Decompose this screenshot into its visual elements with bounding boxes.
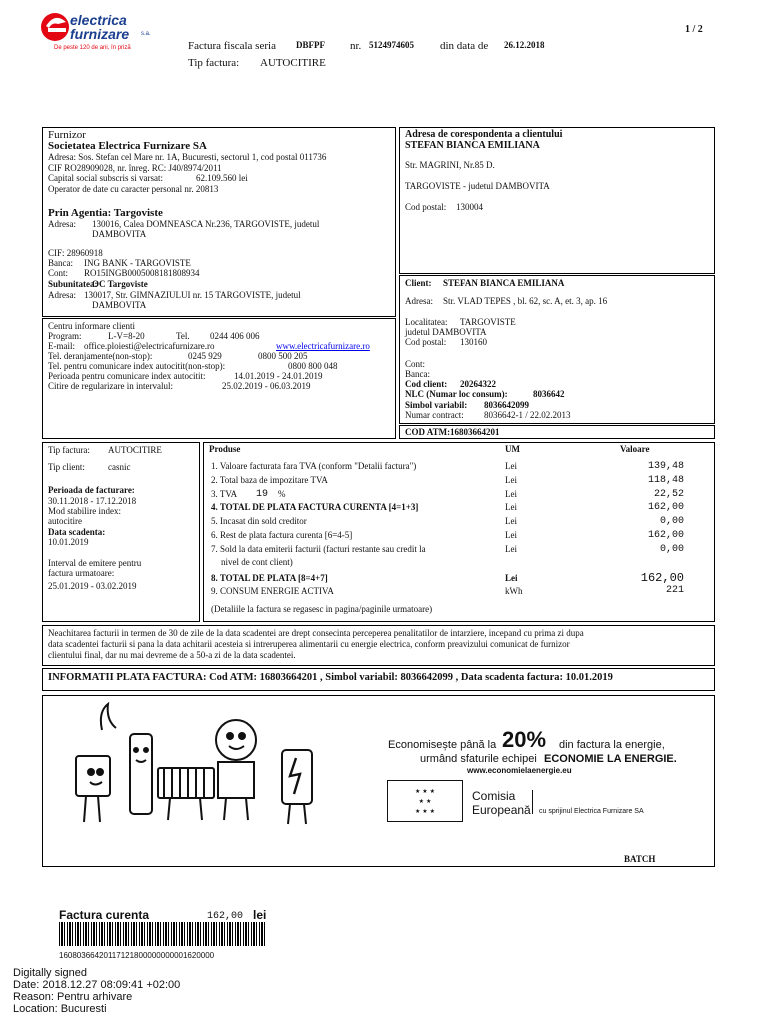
regular-label: Citire de regularizare in intervalul:: [48, 381, 173, 391]
total-um: Lei: [505, 573, 518, 583]
barcode-image: [59, 922, 267, 946]
row-3-value: 22,52: [653, 489, 684, 500]
agency-title: Prin Agentia: Targoviste: [48, 207, 163, 219]
meta-type-label: Tip factura:: [48, 445, 90, 455]
supplier-capital-label: Capital social subscris si varsat:: [48, 173, 163, 183]
barcode-amount: 162,00: [207, 911, 244, 922]
ad-line1-b: din factura la energie,: [559, 739, 665, 751]
row-1-um: Lei: [505, 461, 517, 471]
col-um: UM: [505, 444, 520, 454]
products-note: (Detaliile la factura se regasesc in pagina/paginile urmatoare): [211, 604, 433, 614]
correspondence-postal: 130004: [456, 202, 483, 212]
row-1-value: 139,48: [647, 461, 684, 472]
company-logo: [40, 10, 180, 58]
energy-um: kWh: [505, 586, 523, 596]
supplier-cif: CIF RO28909028, nr. înreg. RC: J40/8974/2011: [48, 163, 222, 173]
email-value[interactable]: office.ploiesti@electricafurnizare.ro: [84, 341, 215, 351]
email-label: E-mail:: [48, 341, 75, 351]
client-postal: 130160: [460, 337, 487, 347]
eu-flag-icon: [387, 780, 463, 822]
bank-client-label: Banca:: [405, 369, 430, 379]
subunit-address-2: DAMBOVITA: [92, 300, 147, 310]
row-2-label: 2. Total baza de impozitare TVA: [211, 475, 328, 485]
client-code: 20264322: [460, 379, 496, 389]
atm-value: 16803664201: [450, 427, 500, 437]
bank-label: Banca:: [48, 258, 73, 268]
supplier-operator: Operator de date cu caracter personal nr. 20813: [48, 184, 219, 194]
energy-value: 221: [665, 585, 684, 596]
correspondence-title: Adresa de corespondenta a clientului: [405, 129, 563, 140]
ad-line1-a: Economisește până la: [388, 739, 497, 751]
invoice-number: 5124974605: [369, 40, 414, 50]
type-label: Tip factura:: [188, 57, 240, 69]
client-postal-label: Cod postal:: [405, 337, 447, 347]
period-value: 14.01.2019 - 24.01.2019: [234, 371, 323, 381]
barcode-label: Factura curenta: [59, 908, 150, 922]
correspondence-name: STEFAN BIANCA EMILIANA: [405, 140, 540, 151]
ad-line2-b: ECONOMIE LA ENERGIE.: [544, 753, 677, 765]
program-label: Program:: [48, 331, 82, 341]
page-number: 1 / 2: [685, 24, 703, 35]
row-6-value: 162,00: [647, 530, 684, 541]
client-name: STEFAN BIANCA EMILIANA: [443, 278, 565, 288]
client-address-label: Adresa:: [405, 296, 433, 306]
breakdown-2: 0800 500 205: [258, 351, 308, 361]
signature-line: Location: Bucuresti: [13, 1003, 107, 1015]
row-5-um: Lei: [505, 516, 517, 526]
notice-line: Neachitarea facturii in termen de 30 de zile de la data scadentei are drept consecinta perceperea penalitatilor de intarziere, incepand cu prima zi dupa: [48, 628, 584, 638]
row-3-label: 3. TVA: [211, 489, 238, 499]
client-label: Client:: [405, 278, 432, 288]
col-value: Valoare: [620, 444, 650, 454]
nr-label: nr.: [350, 40, 362, 52]
supplier-name: Societatea Electrica Furnizare SA: [48, 140, 207, 152]
program-value: L-V=8-20: [108, 331, 145, 341]
row-4-label: 4. TOTAL DE PLATA FACTURA CURENTA [4=1+3]: [211, 502, 419, 512]
logo-mark-icon: [40, 10, 70, 44]
cont-label: Cont:: [405, 359, 426, 369]
contract-label: Numar contract:: [405, 410, 464, 420]
energy-label: 9. CONSUM ENERGIE ACTIVA: [211, 586, 334, 596]
logo-line1: electrica: [70, 12, 127, 28]
index-mode-label: Mod stabilire index:: [48, 506, 121, 516]
row-2-value: 118,48: [647, 475, 684, 486]
signature-line: Date: 2018.12.27 08:09:41 +02:00: [13, 979, 181, 991]
logo-suffix: s.a.: [141, 31, 151, 37]
ad-line2-a: urmând sfaturile echipei: [420, 753, 537, 765]
correspondence-postal-label: Cod postal:: [405, 202, 447, 212]
next-value: 25.01.2019 - 03.02.2019: [48, 581, 137, 591]
total-value: 162,00: [640, 571, 684, 585]
nlc-label: NLC (Numar loc consum):: [405, 389, 508, 399]
series-value: DBFPF: [296, 40, 325, 50]
payment-info: INFORMATII PLATA FACTURA: Cod ATM: 16803664201 , Simbol variabil: 8036642099 , Data scadenta factura: 10.01.2019: [48, 672, 613, 683]
logo-tagline: De peste 120 de ani, în priză: [54, 45, 131, 51]
series-label: Factura fiscala seria: [188, 40, 276, 52]
type-value: AUTOCITIRE: [260, 57, 326, 69]
notice-line: data scadentei facturii si pana la data achitarii acesteia si intreruperea alimentarii cu energie electrica, conform preavizului comunicat de furnizor: [48, 639, 570, 649]
info-center-title: Centru informare clienti: [48, 321, 135, 331]
commission-2: Europeană: [472, 803, 531, 817]
commission-1: Comisia: [472, 789, 516, 803]
vat-pct: %: [278, 489, 286, 499]
next-label-1: Interval de emitere pentru: [48, 558, 142, 568]
row-7-cont: nivel de cont client): [221, 557, 293, 567]
breakdown-1: 0245 929: [188, 351, 222, 361]
notice-line: clientului final, dar nu mai devreme de a 50-a zi de la data scadentei.: [48, 650, 296, 660]
batch-label: BATCH: [624, 854, 656, 864]
total-label: 8. TOTAL DE PLATA [8=4+7]: [211, 573, 328, 583]
bank-value: ING BANK - TARGOVISTE: [84, 258, 191, 268]
client-address: Str. VLAD TEPES , bl. 62, sc. A, et. 3, ap. 16: [443, 296, 608, 306]
row-4-value: 162,00: [647, 502, 684, 513]
client-code-label: Cod client:: [405, 379, 448, 389]
billing-period-label: Perioada de facturare:: [48, 485, 135, 495]
atm-label: COD ATM:: [405, 427, 451, 437]
autoread-label: Tel. pentru comunicare index autocitit(non-stop):: [48, 361, 226, 371]
contract-value: 8036642-1 / 22.02.2013: [484, 410, 571, 420]
signature-line: Reason: Pentru arhivare: [13, 991, 133, 1003]
row-1-label: 1. Valoare facturata fara TVA (conform "Detalii factura"): [211, 461, 417, 471]
symbol-label: Simbol variabil:: [405, 400, 468, 410]
due-value: 10.01.2019: [48, 537, 89, 547]
website-link[interactable]: www.electricafurnizare.ro: [276, 341, 370, 351]
support-text: cu sprijinul Electrica Furnizare SA: [539, 808, 644, 815]
row-5-value: 0,00: [659, 516, 684, 527]
supplier-section: Furnizor: [48, 129, 86, 141]
svg-text:★ ★ ★: ★ ★ ★: [415, 788, 435, 795]
row-3-um: Lei: [505, 489, 517, 499]
svg-text:★ ★ ★: ★ ★ ★: [415, 808, 435, 815]
symbol-value: 8036642099: [484, 400, 529, 410]
ad-percent: 20%: [502, 727, 547, 752]
tel-label: Tel.: [176, 331, 190, 341]
breakdown-label: Tel. deranjamente(non-stop):: [48, 351, 153, 361]
next-label-2: factura urmatoare:: [48, 568, 115, 578]
logo-line2: furnizare: [70, 26, 130, 42]
subunit-address-1: 130017, Str. GIMNAZIULUI nr. 15 TARGOVISTE, judetul: [84, 290, 301, 300]
row-2-um: Lei: [505, 475, 517, 485]
row-6-label: 6. Rest de plata factura curenta [6=4-5]: [211, 530, 353, 540]
ad-url[interactable]: www.economielaenergie.eu: [467, 766, 572, 775]
agency-cif: CIF: 28960918: [48, 248, 103, 258]
autoread-value: 0800 800 048: [288, 361, 338, 371]
date-label: din data de: [440, 40, 489, 52]
correspondence-city: TARGOVISTE - judetul DAMBOVITA: [405, 181, 550, 191]
account-label: Cont:: [48, 268, 69, 278]
col-product: Produse: [209, 444, 241, 454]
subunit-address-label: Adresa:: [48, 290, 76, 300]
tel-value: 0244 406 006: [210, 331, 260, 341]
row-7-value: 0,00: [659, 544, 684, 555]
svg-text:★ ★: ★ ★: [418, 798, 432, 805]
client-type-label: Tip client:: [48, 462, 85, 472]
row-6-um: Lei: [505, 530, 517, 540]
divider: [532, 790, 533, 814]
nlc-value: 8036642: [533, 389, 565, 399]
subunit-value: OC Targoviste: [92, 279, 148, 289]
subunit-label: Subunitatea:: [48, 279, 98, 289]
supplier-capital: 62.109.560 lei: [196, 173, 248, 183]
correspondence-street: Str. MAGRINI, Nr.85 D.: [405, 160, 495, 170]
regular-value: 25.02.2019 - 06.03.2019: [222, 381, 311, 391]
period-label: Perioada pentru comunicare index autocitit:: [48, 371, 206, 381]
signature-line: Digitally signed: [13, 967, 87, 979]
row-5-label: 5. Incasat din sold creditor: [211, 516, 307, 526]
invoice-date: 26.12.2018: [504, 40, 545, 50]
agency-address-1: 130016, Calea DOMNEASCA Nr.236, TARGOVISTE, judetul: [92, 219, 320, 229]
row-7-um: Lei: [505, 544, 517, 554]
locality-value: TARGOVISTE: [460, 317, 516, 327]
supplier-address: Adresa: Sos. Stefan cel Mare nr. 1A, Bucuresti, sectorul 1, cod postal 011736: [48, 152, 327, 162]
client-type: casnic: [108, 462, 131, 472]
due-label: Data scadenta:: [48, 527, 106, 537]
agency-address-2: DAMBOVITA: [92, 229, 147, 239]
billing-period: 30.11.2018 - 17.12.2018: [48, 496, 137, 506]
row-7-label: 7. Sold la data emiterii facturii (facturi restante sau credit la: [211, 544, 426, 554]
mascots-illustration-icon: [50, 702, 350, 832]
row-4-um: Lei: [505, 502, 517, 512]
barcode-code: 16080366420117121800000000001620000: [59, 951, 215, 960]
vat-rate: 19: [256, 489, 269, 500]
meta-type: AUTOCITIRE: [108, 445, 162, 455]
index-mode: autocitire: [48, 516, 82, 526]
barcode-currency: lei: [253, 908, 267, 922]
locality-label: Localitatea:: [405, 317, 448, 327]
account-value: RO15INGB0005008181808934: [84, 268, 200, 278]
agency-address-label: Adresa:: [48, 219, 76, 229]
county-value: judetul DAMBOVITA: [405, 327, 487, 337]
